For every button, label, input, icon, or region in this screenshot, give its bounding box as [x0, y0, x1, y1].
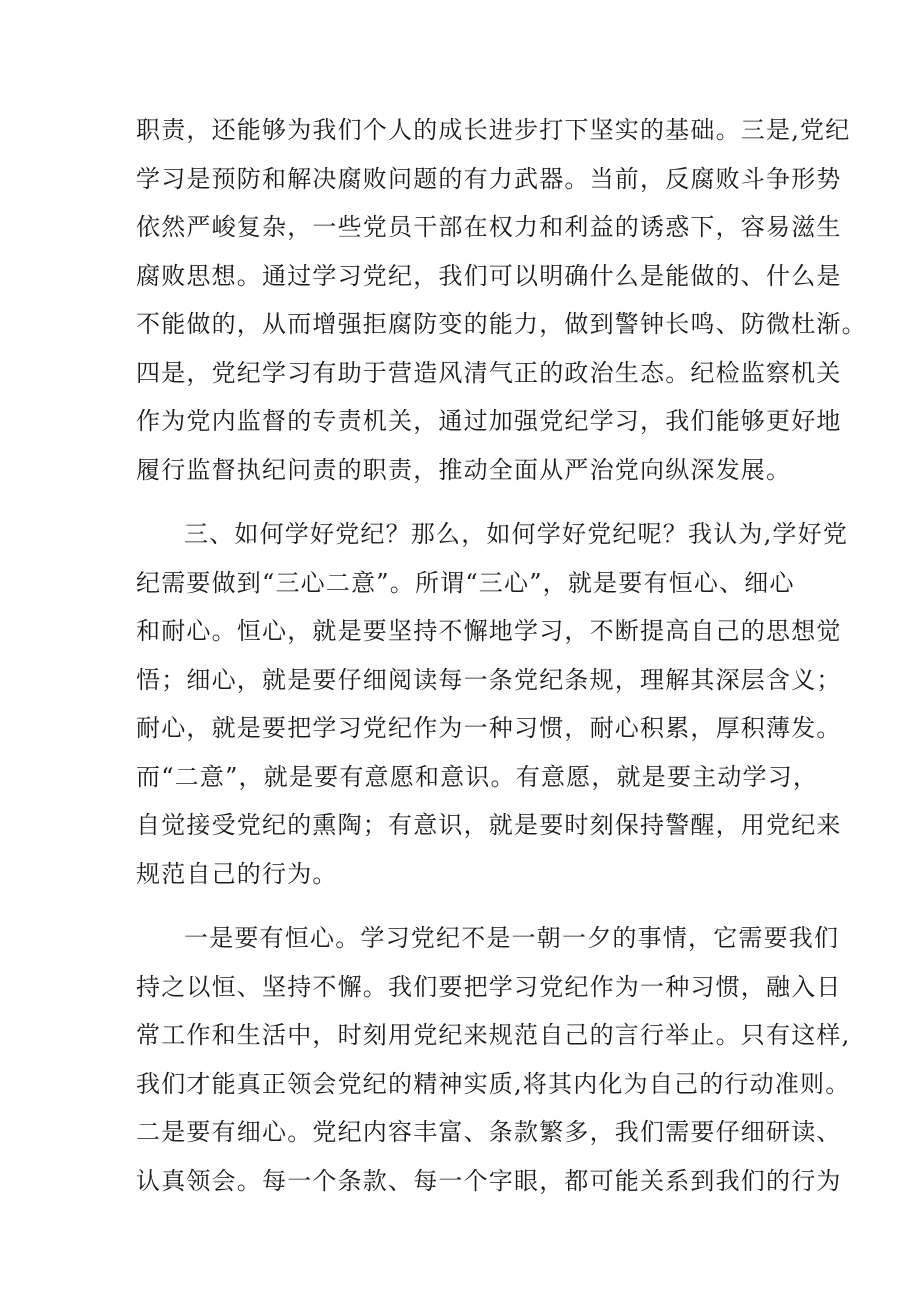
paragraph-section-three: [136, 510, 849, 898]
text-line: 我们才能真正领会党纪的精神实质,将其内化为自己的行动准则。: [136, 1069, 851, 1098]
text-line: 悟；细心，就是要仔细阅读每一条党纪条规，理解其深层含义；: [136, 665, 842, 694]
text-line: 持之以恒、坚持不懈。我们要把学习党纪作为一种习惯，融入日: [136, 972, 842, 1001]
text-line: 二是要有细心。党纪内容丰富、条款繁多，我们需要仔细研读、: [136, 1118, 842, 1146]
text-line: 规范自己的行为。: [136, 859, 338, 888]
document-body: [136, 106, 867, 1205]
text-line: 职责，还能够为我们个人的成长进步打下坚实的基础。三是,党纪: [136, 116, 851, 144]
text-line: 常工作和生活中，时刻用党纪来规范自己的言行举止。只有这样,: [136, 1021, 851, 1049]
text-line: 自觉接受党纪的熏陶；有意识，就是要时刻保持警醒，用党纪来: [136, 811, 842, 839]
text-line: 一是要有恒心。学习党纪不是一朝一夕的事情，它需要我们: [184, 924, 840, 952]
text-line: 腐败思想。通过学习党纪，我们可以明确什么是能做的、什么是: [136, 261, 842, 290]
text-line: 纪需要做到“三心二意”。所谓“三心”，就是要有恒心、细心: [136, 568, 795, 597]
text-line: 三、如何学好党纪？那么，如何学好党纪呢？我认为,学好党: [184, 520, 849, 548]
text-line: 四是，党纪学习有助于营造风清气正的政治生态。纪检监察机关: [136, 358, 842, 387]
text-line: 履行监督执纪问责的职责，推动全面从严治党向纵深发展。: [136, 455, 792, 484]
text-line: 认真领会。每一个条款、每一个字眼，都可能关系到我们的行为: [136, 1166, 842, 1195]
text-line: 而“二意”，就是要有意愿和意识。有意愿，就是要主动学习，: [136, 762, 819, 791]
text-line: 依然严峻复杂，一些党员干部在权力和利益的诱惑下，容易滋生: [136, 213, 842, 241]
text-line: 和耐心。恒心，就是要坚持不懈地学习，不断提高自己的思想觉: [136, 617, 842, 645]
text-line: 学习是预防和解决腐败问题的有力武器。当前，反腐败斗争形势: [136, 164, 842, 193]
paragraph-spacer: [136, 898, 796, 914]
text-line: 作为党内监督的专责机关，通过加强党纪学习，我们能够更好地: [136, 407, 842, 435]
paragraph-continued: [136, 106, 867, 494]
paragraph-spacer: [136, 494, 796, 510]
paragraph-persistence: [136, 914, 851, 1205]
text-line: 耐心，就是要把学习党纪作为一种习惯，耐心积累，厚积薄发。: [136, 714, 842, 742]
text-line: 不能做的，从而增强拒腐防变的能力，做到警钟长鸣、防微杜渐。: [136, 310, 867, 338]
